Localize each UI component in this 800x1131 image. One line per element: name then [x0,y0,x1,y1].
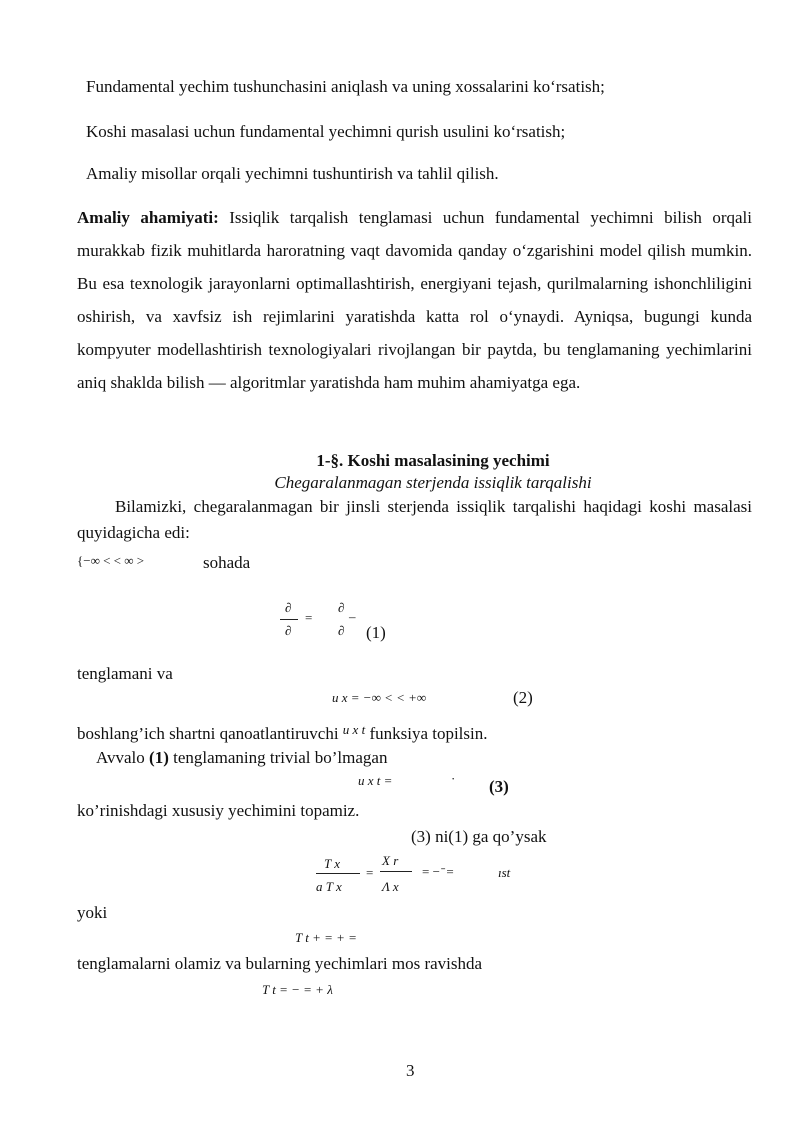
page-number: 3 [406,1061,415,1080]
substitute-statement: (3) ni(1) ga qo’ysak [411,827,547,846]
domain-math: {−∞ < < ∞ > [77,553,145,568]
domain-word: sohada [203,553,251,572]
equation-3-number: (3) [489,777,509,796]
section-title: 1-§. Koshi masalasining yechimi [316,451,550,470]
find-statement: boshlang’ich shartni qanoatlantiruvchi $^{u x t}$ funksiya topilsin. [77,722,488,743]
equation-5: T t + = + = [295,930,357,945]
section-subtitle: Chegaralanmagan sterjenda issiqlik tarqalishi [274,473,592,492]
first-statement: Avvalo (1) tenglamaning trivial bo’lmagan [96,748,388,767]
equation-6: T t = − = + λ [262,982,333,997]
equation-2-number: (2) [513,688,533,707]
equation-1-number: (1) [366,623,386,642]
goal-3: Amaliy misollar orqali yechimni tushuntirish va tahlil qilish. [86,164,499,183]
goal-1: Fundamental yechim tushunchasini aniqlash va uning xossalarini ko‘rsatish; [86,77,605,96]
intro-paragraph: Bilamizki, chegaralanmagan bir jinsli sterjenda issiqlik tarqalishi haqidagi koshi masalasi quyidagicha edi: [77,497,752,542]
or-text: yoki [77,903,108,922]
goal-2: Koshi masalasi uchun fundamental yechimni qurish usulini ko‘rsatish; [86,122,566,141]
and-text: tenglamani va [77,664,173,683]
significance-paragraph [77,201,752,399]
particular-statement: ko’rinishdagi xususiy yechimini topamiz. [77,801,360,820]
significance-text: Issiqlik tarqalish tenglamasi uchun fundamental yechimni bilish orqali murakkab fizik muhitlarda haroratning vaqt davomida qanday o‘zgarishini model qilish mumkin. Bu esa texnologik jarayonlarni optimallashtirish, energiyani tejash, qurilmalarning ishonchliligini oshirish, va xavfsiz ish rejimlarini yaratishda katta rol o‘ynaydi. Ayniqsa, bugungi kunda kompyuter modellashtirish texnologiyalari rivojlangan bir paytda, bu tenglamaning yechimlarini aniq shaklda bilish — algoritmlar yaratishda ham muhim ahamiyatga ega. [77,208,752,392]
significance-label: Amaliy ahamiyati: [77,208,219,227]
get-statement: tenglamalarni olamiz va bularning yechimlari mos ravishda [77,954,483,973]
